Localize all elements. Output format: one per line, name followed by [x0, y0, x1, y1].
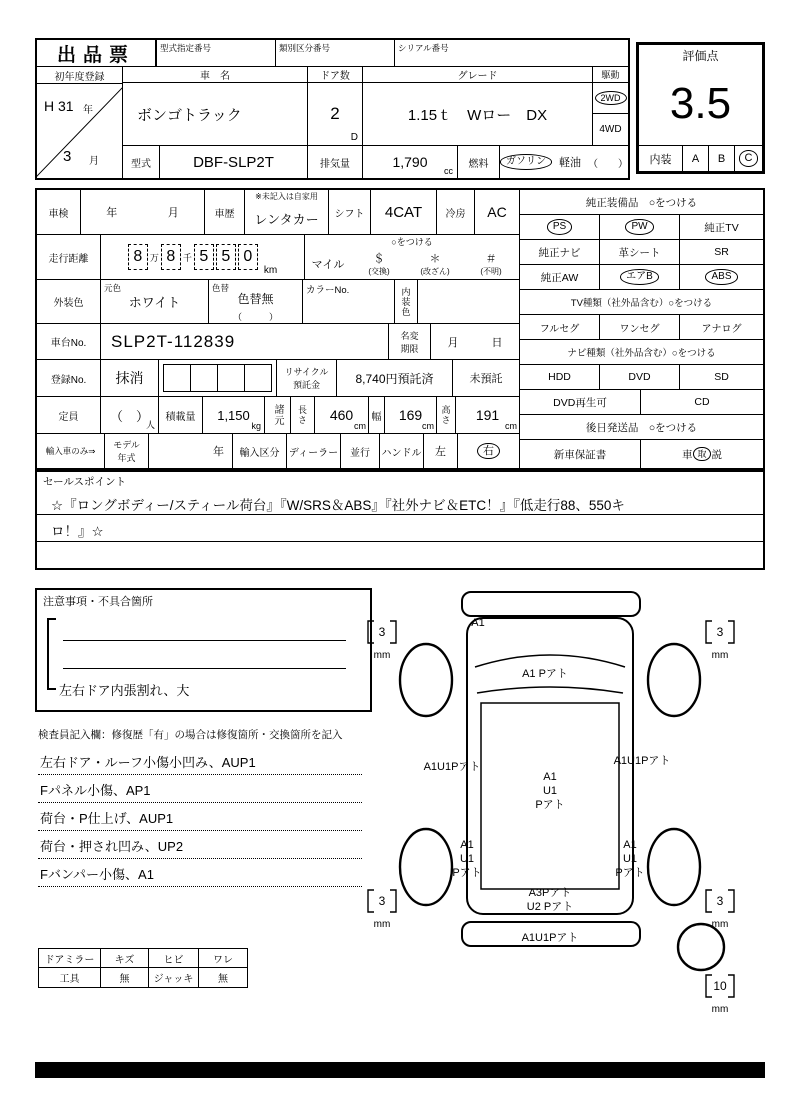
equip-sr: SR — [714, 246, 729, 258]
inspector-line-4: 荷台・押され凹み、UP2 — [38, 832, 362, 859]
equip-tv: 純正TV — [704, 221, 739, 234]
doors-value: 2 — [330, 104, 340, 123]
notes-text: 左右ドア内張割れ、大 — [59, 683, 190, 698]
mirror-table-header-1: ドアミラー — [39, 949, 101, 967]
load-value: 1,150 — [217, 407, 250, 423]
interior-color-cell — [395, 280, 418, 323]
damage-front: A1 — [471, 617, 485, 629]
tread-front-left: 3 — [378, 625, 386, 639]
sales-point-empty-row — [37, 542, 763, 568]
damage-right-side: A1U1Pアト — [613, 755, 671, 767]
serial-cell — [395, 40, 628, 66]
interior-grade-row — [639, 145, 762, 171]
doors-label: ドア数 — [308, 67, 362, 83]
score-label: 評価点 — [682, 49, 719, 63]
history-label: 車歴 — [205, 190, 245, 234]
mileage-cell — [101, 235, 305, 279]
drive-2wd-cell — [593, 83, 628, 114]
shaken-cell — [81, 190, 205, 234]
tv-type-header: TV種類（社外品含む）○をつける — [520, 290, 763, 315]
mile-opt2-symbol: ＊ — [429, 253, 441, 265]
manual-post: 説 — [711, 448, 722, 461]
mileage-unit-man: 万 — [149, 252, 159, 263]
reg-no-boxes — [159, 360, 277, 396]
shaken-year: 年 — [106, 207, 118, 219]
drive-label: 駆動 — [593, 67, 628, 83]
mm-unit-rl: mm — [373, 919, 391, 930]
tread-front-right: 3 — [716, 625, 724, 639]
history-note: ※未記入は自家用 — [255, 191, 318, 201]
grade-label: グレード — [363, 67, 592, 83]
recycle-label1: リサイクル — [284, 367, 329, 377]
reg-no-label: 登録No. — [37, 360, 101, 396]
mileage-digit-3: 5 — [194, 244, 214, 270]
tread-spare: 10 — [713, 979, 727, 993]
width-value: 169 — [398, 407, 423, 423]
navi-dvd: DVD — [600, 365, 680, 389]
jack-value: 無 — [218, 974, 228, 985]
fuel-label: 燃料 — [458, 146, 500, 178]
reg-box — [163, 364, 190, 392]
import-dealer: ディーラー — [287, 434, 341, 468]
equip-pw-cell — [600, 215, 680, 239]
details-block — [35, 188, 765, 470]
color-change-value: 色替無 — [237, 291, 274, 306]
damage-rear-bumper: A1U1Pアト — [521, 932, 579, 944]
recycle-label2: 預託金 — [292, 380, 320, 390]
drive-4wd: 4WD — [599, 124, 622, 135]
reg-box — [190, 364, 217, 392]
name-change-day: 日 — [491, 336, 503, 349]
shaken-label: 車検 — [37, 190, 81, 234]
mile-opt3-label: (不明) — [480, 267, 502, 276]
navi-sd: SD — [714, 371, 729, 383]
serial-label: シリアル番号 — [398, 43, 449, 53]
type-designation-cell — [157, 40, 276, 66]
name-change-month: 月 — [447, 336, 459, 349]
mileage-digit-4: 5 — [216, 244, 236, 270]
front-left-wheel — [400, 644, 452, 716]
warranty-label: 新車保証書 — [520, 440, 641, 468]
drive-2wd: 2WD — [595, 91, 627, 105]
damage-bed-3: Pアト — [535, 799, 565, 811]
color-no-label: カラーNo. — [306, 285, 350, 296]
doors-sub: D — [350, 132, 358, 143]
model-year-label2: 年式 — [117, 453, 136, 463]
handle-right-cell — [458, 434, 519, 468]
color-change-label: 色替 — [212, 283, 230, 293]
mile-opt2-label: (改ざん) — [420, 267, 450, 276]
navi-type-header: ナビ種類（社外品含む）○をつける — [520, 340, 763, 365]
displacement-cell — [363, 146, 458, 178]
first-registration-cell — [37, 67, 123, 178]
jack-label: ジャッキ — [149, 968, 199, 987]
mm-unit-fr: mm — [711, 650, 729, 661]
first-registration-value — [37, 84, 122, 178]
score-value: 3.5 — [669, 79, 732, 128]
manual-cell — [641, 440, 763, 468]
mileage-label: 走行距離 — [37, 235, 101, 279]
mm-unit-fl: mm — [373, 650, 391, 661]
reg-year: H 31 — [44, 98, 74, 114]
equip-abs-cell — [680, 265, 763, 289]
navi-cd: CD — [694, 396, 710, 408]
inspector-line-3: 荷台・P仕上げ、AUP1 — [38, 804, 362, 831]
displacement-label: 排気量 — [308, 146, 363, 178]
height-value: 191 — [475, 407, 500, 423]
bottom-bar — [35, 1062, 765, 1078]
mile-section — [305, 235, 519, 279]
load-label: 積載量 — [159, 397, 203, 433]
model-label: 型式 — [123, 146, 160, 178]
damage-windshield: A1 Pアト — [522, 668, 568, 680]
height-label: 高さ — [440, 405, 451, 425]
mm-unit-spare: mm — [711, 1004, 729, 1015]
vehicle-diagram — [360, 585, 780, 1015]
mile-opt1-symbol: ＄ — [373, 253, 385, 265]
type-designation-label: 型式指定番号 — [160, 43, 212, 53]
mile-opt1-label: (交換) — [368, 267, 390, 276]
length-cell — [315, 397, 369, 433]
mile-label: マイル — [311, 258, 345, 271]
capacity-cell — [101, 397, 159, 433]
interior-grade-b: B — [709, 146, 735, 171]
mileage-digit-2: 8 — [161, 244, 181, 270]
load-unit: kg — [251, 421, 261, 431]
car-name-label: 車 名 — [123, 67, 307, 83]
name-change-label1: 名変 — [400, 330, 419, 341]
reg-no-value: 抹消 — [101, 360, 159, 396]
displacement-unit: cc — [444, 166, 453, 176]
doors-cell — [308, 67, 363, 145]
capacity-label: 定員 — [37, 397, 101, 433]
equip-leather: 革シート — [600, 240, 680, 264]
tool-value: 無 — [101, 968, 149, 987]
sales-point-line1: ☆『ロングボディー/スティール荷台』『W/SRS＆ABS』『社外ナビ＆ETC！』『低走行88、550キ — [37, 488, 763, 515]
equip-aw: 純正AW — [520, 265, 600, 289]
cab-back-line — [477, 687, 623, 693]
reg-month: 3 — [63, 148, 72, 165]
spare-tire — [678, 924, 724, 970]
notes-box — [35, 588, 372, 712]
history-cell — [245, 190, 329, 234]
notes-bracket — [47, 618, 56, 690]
name-change-cell — [431, 324, 519, 359]
color-no-cell — [303, 280, 395, 323]
damage-lower-left-1: A1 — [460, 839, 474, 851]
history-value: レンタカー — [254, 211, 319, 227]
model-value: DBF-SLP2T — [160, 146, 308, 178]
import-div-label: 輸入区分 — [233, 434, 287, 468]
interior-label: 内装 — [639, 146, 683, 171]
interior-color-label: 内装色 — [400, 286, 411, 317]
handle-label: ハンドル — [380, 434, 424, 468]
equip-navi: 純正ナビ — [520, 240, 600, 264]
recycle-label — [277, 360, 337, 396]
notes-rule-line — [63, 640, 346, 641]
mileage-digit-1: 8 — [128, 244, 148, 270]
form-title: 出品票 — [37, 40, 157, 66]
reg-box — [217, 364, 244, 392]
tv-one: ワンセグ — [600, 315, 680, 339]
damage-lower-right-3: Pアト — [615, 867, 645, 879]
mileage-unit-sen: 千 — [182, 252, 192, 263]
vehicle-rows — [37, 67, 628, 178]
interior-grade-a: A — [683, 146, 709, 171]
handle-left: 左 — [424, 434, 458, 468]
manual-pre: 車 — [681, 448, 693, 461]
fuel-gasoline: ガソリン — [500, 154, 552, 170]
name-change-label — [389, 324, 431, 359]
interior-grade-c: C — [739, 150, 759, 167]
width-label: 幅 — [369, 397, 385, 433]
height-label-cell — [437, 397, 456, 433]
load-cell — [203, 397, 265, 433]
color-change-paren: （ ） — [232, 312, 278, 322]
tool-label: 工具 — [39, 968, 101, 987]
mile-note: ○をつける — [391, 237, 433, 247]
sales-point-line2: ロ！』☆ — [37, 515, 763, 542]
import-label: 輸入車のみ⇒ — [37, 434, 105, 468]
mile-opt-unknown — [463, 248, 519, 279]
model-year-cell: 年 — [149, 434, 233, 468]
spec-label: 諸元 — [272, 404, 283, 426]
manual-circled: 取 — [693, 447, 710, 461]
equipment-header: 純正装備品 ○をつける — [520, 190, 763, 215]
capacity-unit: 人 — [145, 420, 155, 430]
details-left — [37, 190, 520, 468]
mirror-table-header-4: ワレ — [213, 954, 233, 966]
car-name-value: ボンゴトラック — [137, 106, 242, 124]
navi-hdd: HDD — [520, 365, 600, 389]
front-bumper-shape — [462, 592, 640, 616]
spec-label-cell — [265, 397, 291, 433]
inspector-line-2: Fパネル小傷、AP1 — [38, 776, 362, 803]
mirror-tool-table — [38, 948, 248, 988]
grade-cell — [363, 67, 593, 145]
damage-rear-1: A3Pアト — [528, 887, 572, 899]
fuel-other: （ ） — [588, 158, 628, 170]
fuel-cell — [500, 146, 628, 178]
damage-bed-2: U1 — [542, 785, 558, 797]
mirror-table-header-2: キズ — [101, 949, 149, 967]
mirror-table-header-3: ヒビ — [149, 949, 199, 967]
base-color-cell — [101, 280, 209, 323]
reg-box — [244, 364, 272, 392]
damage-left-side: A1U1Pアト — [423, 761, 481, 773]
chassis-value: SLP2T-112839 — [101, 324, 389, 359]
shaken-month: 月 — [167, 207, 179, 219]
later-shipment-label: 後日発送品 ○をつける — [520, 415, 763, 440]
handle-right: 右 — [477, 443, 500, 460]
name-change-label2: 期限 — [400, 343, 419, 354]
mm-unit-rr: mm — [711, 919, 729, 930]
equip-pw: PW — [625, 219, 653, 235]
height-unit: cm — [505, 421, 517, 431]
ext-color-label: 外装色 — [37, 280, 101, 323]
grade-value: 1.15ｔ Wロー DX — [407, 106, 548, 124]
rear-right-wheel — [648, 829, 700, 905]
damage-lower-right-1: A1 — [623, 839, 637, 851]
inspector-line-1: 左右ドア・ルーフ小傷小凹み、AUP1 — [38, 748, 362, 775]
length-value: 460 — [329, 407, 354, 423]
score-box — [636, 42, 765, 174]
mile-opt-tampered — [407, 248, 463, 279]
shift-label: シフト — [329, 190, 371, 234]
height-cell — [456, 397, 519, 433]
width-unit: cm — [422, 421, 434, 431]
tread-rear-left: 3 — [378, 894, 386, 908]
class-code-label: 類別区分番号 — [279, 43, 331, 53]
length-label-cell — [291, 397, 315, 433]
tv-full: フルセグ — [520, 315, 600, 339]
equip-ps: PS — [547, 219, 572, 235]
chassis-label: 車台No. — [37, 324, 101, 359]
recycle-value: 8,740円預託済 — [337, 360, 453, 396]
recycle-not: 未預託 — [469, 373, 503, 385]
notes-label: 注意事項・不具合箇所 — [43, 596, 153, 608]
tread-rear-right: 3 — [716, 894, 724, 908]
mile-opt3-symbol: ＃ — [485, 253, 497, 265]
fuel-diesel: 軽油 — [559, 157, 581, 169]
rear-left-wheel — [400, 829, 452, 905]
tv-analog: アナログ — [701, 323, 742, 335]
first-registration-label: 初年度登録 — [37, 67, 122, 84]
vehicle-info-block — [35, 38, 630, 180]
damage-lower-right-2: U1 — [622, 853, 638, 865]
capacity-value: （ ） — [109, 408, 149, 424]
equipment-column — [520, 190, 763, 468]
header-strip — [37, 40, 628, 67]
windshield-line — [475, 655, 625, 667]
interior-color-value-cell — [418, 280, 519, 323]
damage-rear-2: U2 Pアト — [526, 901, 574, 913]
mile-opt-exchange — [351, 248, 407, 279]
class-code-cell — [276, 40, 395, 66]
mileage-digit-5: 0 — [238, 244, 258, 270]
interior-grade-c-cell — [735, 146, 762, 171]
displacement-value: 1,790 — [392, 154, 428, 170]
sales-point-label: セールスポイント — [43, 476, 127, 488]
car-name-cell — [123, 67, 308, 145]
drive-cell — [593, 67, 628, 145]
sales-point-block — [35, 470, 765, 570]
damage-bed-1: A1 — [543, 771, 557, 783]
reg-month-suffix: 月 — [89, 156, 99, 167]
equip-airbag: エアB — [620, 269, 659, 285]
front-right-wheel — [648, 644, 700, 716]
navi-dvd-play: DVD再生可 — [520, 390, 641, 414]
damage-lower-left-2: U1 — [459, 853, 475, 865]
model-year-label1: モデル — [113, 440, 140, 450]
base-color-label: 元色 — [104, 283, 122, 293]
notes-rule-line — [63, 668, 346, 669]
equip-airbag-cell — [600, 265, 680, 289]
equip-abs: ABS — [705, 269, 737, 285]
reg-year-suffix: 年 — [83, 105, 93, 116]
width-cell — [385, 397, 437, 433]
model-year-label — [105, 434, 149, 468]
import-parallel: 並行 — [341, 434, 380, 468]
inspector-header: 検査員記入欄：修復歴「有」の場合は修復箇所・交換箇所を記入 — [38, 729, 343, 741]
damage-lower-left-3: Pアト — [452, 867, 482, 879]
aircon-label: 冷房 — [437, 190, 475, 234]
inspector-line-5: Fバンパー小傷、A1 — [38, 860, 362, 887]
length-label: 長さ — [297, 405, 307, 425]
shift-value: 4CAT — [371, 190, 437, 234]
mileage-km: km — [263, 265, 278, 276]
equip-ps-cell — [520, 215, 600, 239]
color-change-cell — [209, 280, 303, 323]
length-unit: cm — [354, 421, 366, 431]
base-color-value: ホワイト — [128, 295, 181, 310]
aircon-value: AC — [487, 204, 507, 220]
